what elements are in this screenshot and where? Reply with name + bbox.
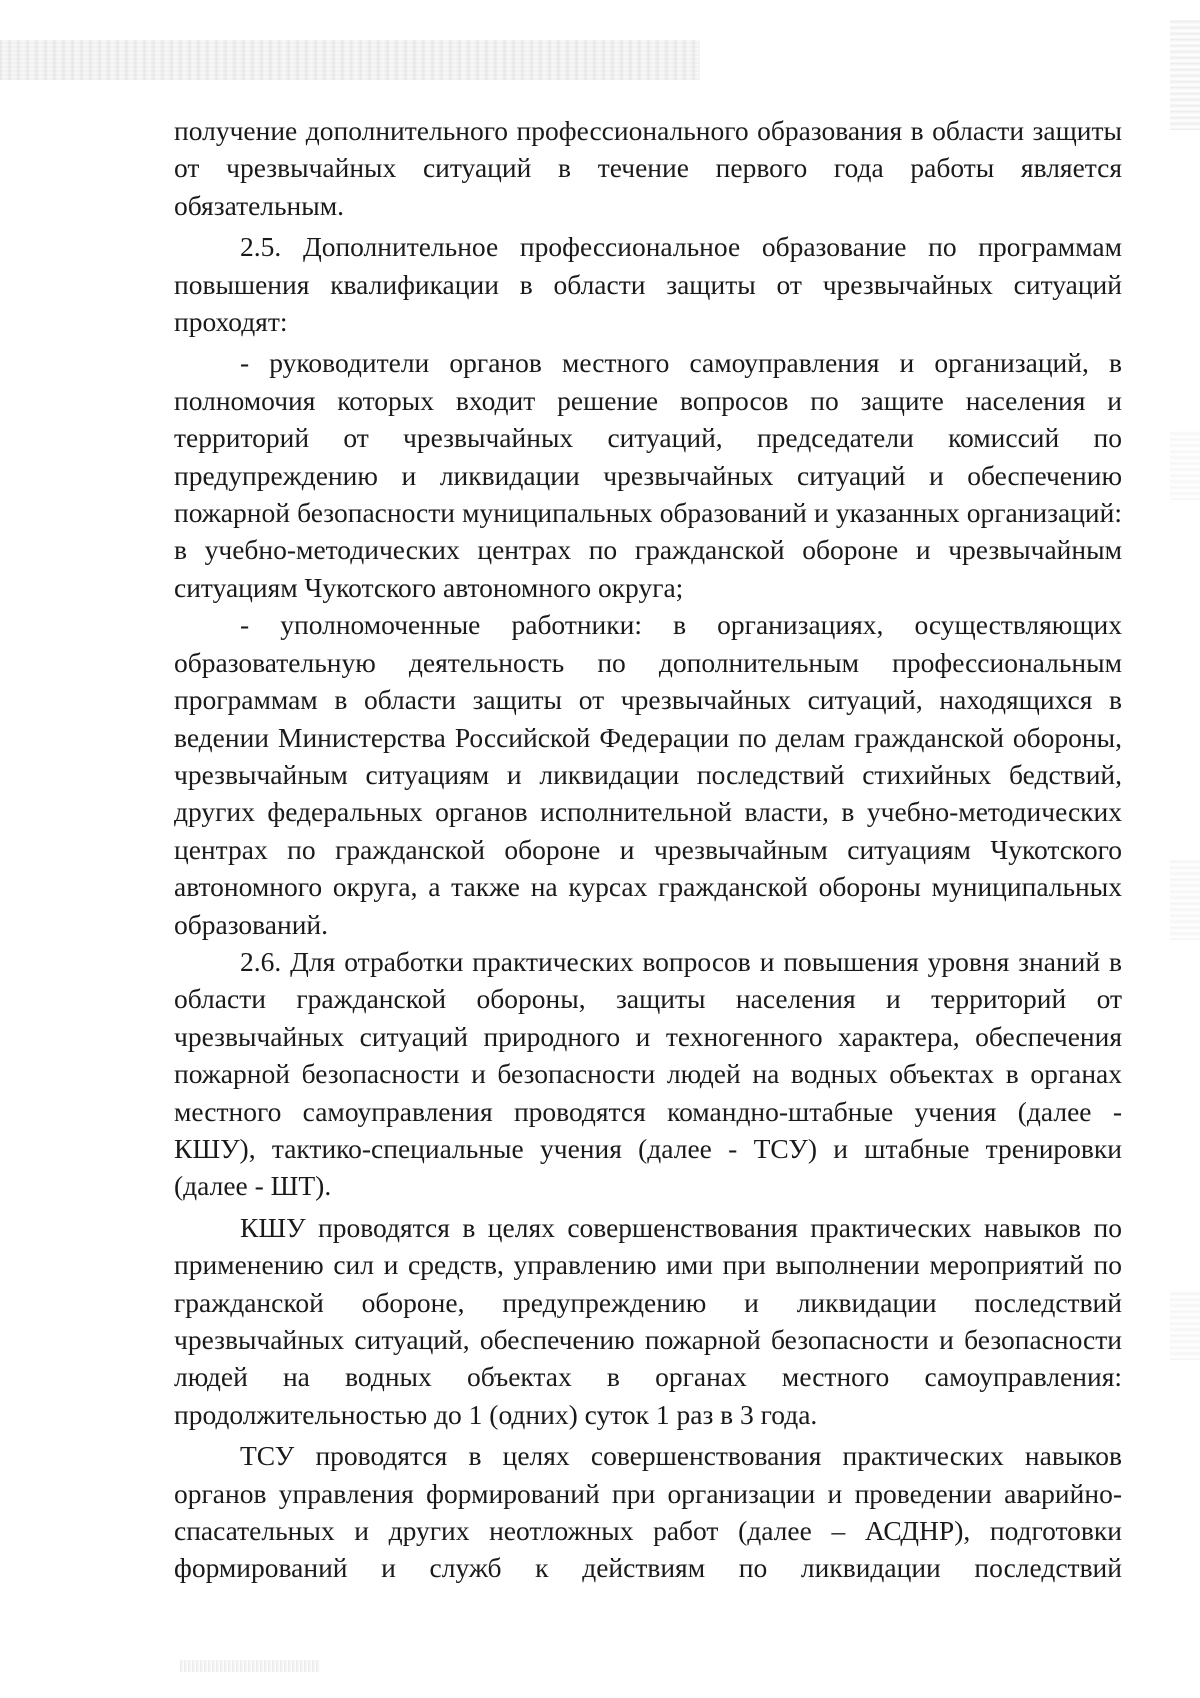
scan-noise-right-1 bbox=[1170, 20, 1200, 130]
scan-noise-top bbox=[0, 40, 700, 80]
scan-noise-right-4 bbox=[1170, 1290, 1200, 1360]
document-body bbox=[174, 112, 1122, 1587]
scan-noise-right-2 bbox=[1170, 430, 1200, 500]
scan-noise-right-3 bbox=[1170, 860, 1200, 940]
paragraph-2-6: 2.6. Для отработки практических вопросов и повышения уровня знаний в области гражданской обороны, защиты населения и территорий от чрезвычайных ситуаций природного и техногенного характера, обеспечения пожарной безопасности и безопасности людей на водных объектах в органах местного самоуправления проводятся командно-штабные учения (далее - КШУ), тактико-специальные учения (далее - ТСУ) и штабные тренировки (далее - ШТ). bbox=[174, 945, 1122, 1202]
scan-noise-bottom bbox=[180, 1660, 320, 1672]
paragraph-continuation: получение дополнительного профессионального образования в области защиты от чрезвычайных ситуаций в течение первого года работы является обязательным. bbox=[174, 115, 1122, 221]
paragraph-kshu: КШУ проводятся в целях совершенствования практических навыков по применению сил и средств, управлению ими при выполнении мероприятий по гражданской обороне, предупреждению и ликвидации последствий чрезвычайных ситуаций, обеспечению пожарной безопасности и безопасности людей на водных объектах в органах местного самоуправления: продолжительностью до 1 (одних) суток 1 раз в 3 года. bbox=[174, 1211, 1122, 1430]
paragraph-list-item-authorized: - уполномоченные работники: в организациях, осуществляющих образовательную деятельность по дополнительным профессиональным программам в области защиты от чрезвычайных ситуаций, находящихся в ведении Министерства Российской Федерации по делам гражданской обороны, чрезвычайным ситуациям и ликвидации последствий стихийных бедствий, других федеральных органов исполнительной власти, в учебно-методических центрах по гражданской обороне и чрезвычайным ситуациям Чукотского автономного округа, а также на курсах гражданской обороны муниципальных образований. bbox=[174, 609, 1122, 940]
paragraph-2-5: 2.5. Дополнительное профессиональное образование по программам повышения квалификации в области защиты от чрезвычайных ситуаций проходят: bbox=[174, 231, 1122, 338]
paragraph-list-item-leaders: - руководители органов местного самоуправления и организаций, в полномочия которых входит решение вопросов по защите населения и территорий от чрезвычайных ситуаций, председатели комиссий по предупреждению и ликвидации чрезвычайных ситуаций и обеспечению пожарной безопасности муниципальных образований и указанных организаций: в учебно-методических центрах по гражданской обороне и чрезвычайным ситуациям Чукотского автономного округа; bbox=[174, 347, 1122, 603]
paragraph-tsu: ТСУ проводятся в целях совершенствования практических навыков органов управления формирований при организации и проведении аварийно-спасательных и других неотложных работ (далее – АСДНР), подготовки формирований и служб к действиям по ликвидации последствий bbox=[174, 1440, 1122, 1584]
